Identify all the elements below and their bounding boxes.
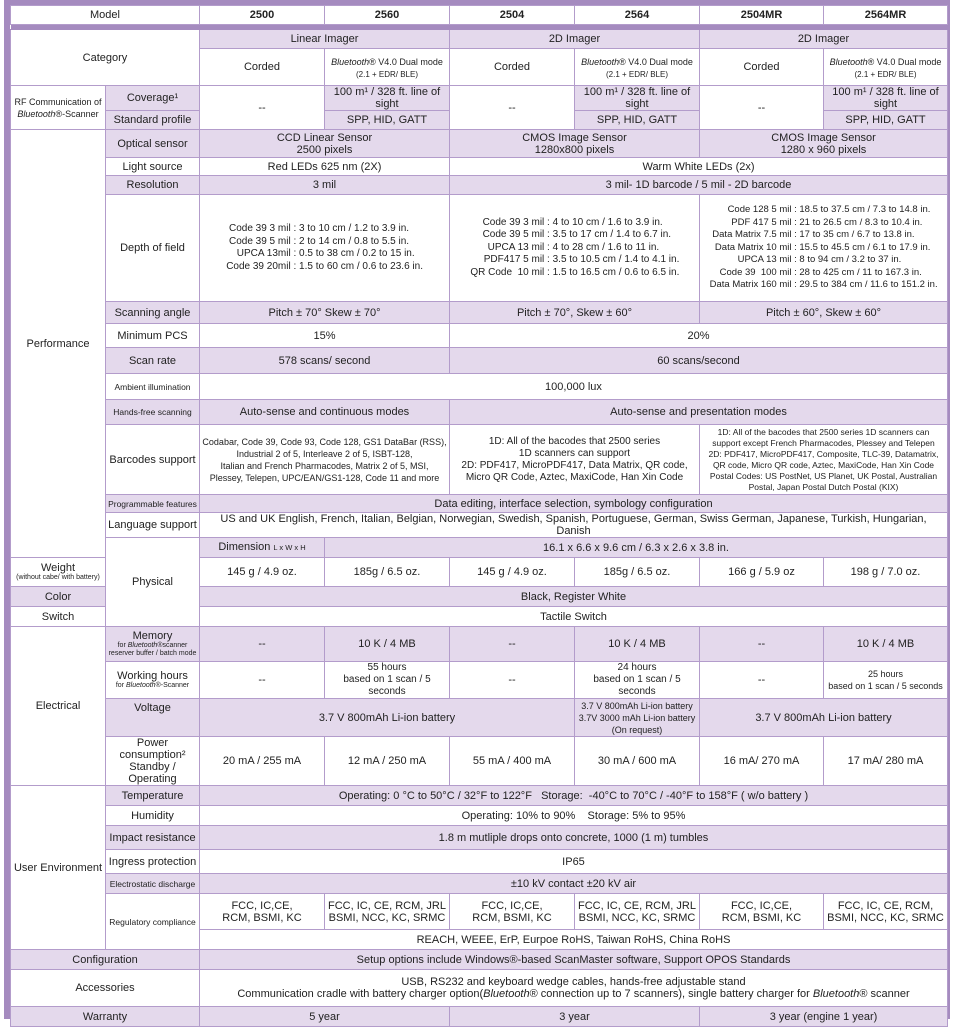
power-2560: 12 mA / 250 mA [325, 737, 450, 786]
voltage-row [11, 699, 948, 737]
scan-rate-label: Scan rate [106, 348, 200, 374]
rf-label-rest: ®-Scanner [55, 108, 99, 119]
weight-2564mr: 198 g / 7.0 oz. [824, 558, 948, 587]
weight-2504: 145 g / 4.9 oz. [450, 558, 575, 587]
weight-2560: 185g / 6.5 oz. [325, 558, 450, 587]
working-hours-2504mr: -- [700, 662, 824, 699]
ingress-label: Ingress protection [106, 850, 200, 874]
accessories-line2-c: ® connection up to 7 scanners), single battery charger for [529, 988, 813, 1000]
configuration-value-pre: Setup options include Windows [356, 953, 510, 966]
performance-label: Performance [11, 130, 106, 558]
hands-free-linear: Auto-sense and continuous modes [200, 400, 450, 425]
minimum-pcs-2d: 20% [450, 324, 948, 348]
voltage-2564: 3.7 V 800mAh Li-ion battery 3.7V 3000 mAh Li-ion battery (On request) [575, 699, 700, 737]
model-2504: 2504 [450, 6, 575, 25]
hands-free-row [11, 400, 948, 425]
dof-entry [226, 236, 423, 249]
hands-free-label: Hands-free scanning [106, 400, 200, 425]
language-label: Language support [106, 513, 200, 538]
accessories-line2-bt: Bluetooth [483, 988, 530, 1000]
profile-2560: SPP, HID, GATT [325, 111, 450, 130]
configuration-value-post: ®-based ScanMaster software, Support OPOS Standards [509, 953, 791, 966]
dof-entry [709, 217, 937, 230]
dimension-value: 16.1 x 6.6 x 9.6 cm / 6.3 x 2.6 x 3.8 in. [325, 538, 948, 558]
dof-range: 3.5 to 10.5 cm / 1.4 to 4.1 in. [552, 254, 680, 266]
dof-range: 2 to 14 cm / 0.8 to 5.5 in. [299, 235, 410, 247]
dof-range: 0.5 to 38 cm / 0.2 to 15 in. [299, 248, 415, 259]
memory-2504: -- [450, 627, 575, 662]
ambient-value: 100,000 lux [200, 374, 948, 400]
hands-free-2d: Auto-sense and presentation modes [450, 400, 948, 425]
dof-linear [200, 195, 450, 302]
dof-entry [709, 229, 937, 242]
dof-symbology: Data Matrix 160 mil : [709, 279, 800, 291]
profile-2564: SPP, HID, GATT [575, 111, 700, 130]
ingress-row [11, 850, 948, 874]
dof-entry [470, 229, 680, 242]
memory-label-sub2: reserver buffer / batch mode [108, 650, 197, 657]
rf-label-bt: Bluetooth [17, 108, 56, 119]
scanning-angle-row [11, 302, 948, 324]
dof-2d [450, 195, 700, 302]
model-2564: 2564 [575, 6, 700, 25]
power-2564: 30 mA / 600 mA [575, 737, 700, 786]
barcodes-2d: 1D: All of the bacodes that 2500 series 1D scanners can support 2D: PDF417, MicroPDF417, Data Matrix, QR code, Micro QR Code, Aztec, MaxiCode, Han Xin Code [450, 425, 700, 495]
barcodes-row [11, 425, 948, 495]
rf-dash: -- [200, 86, 325, 130]
weight-label-text: Weight [40, 562, 76, 574]
accessories-label: Accessories [11, 970, 200, 1007]
voltage-group-a: 3.7 V 800mAh Li-ion battery [200, 699, 575, 737]
rf-label-line1: RF Communication of [14, 96, 102, 107]
dof-range: 18.5 to 37.5 cm / 7.3 to 14.8 in. [799, 204, 931, 216]
depth-of-field-label: Depth of field [106, 195, 200, 302]
power-2500: 20 mA / 255 mA [200, 737, 325, 786]
dof-symbology: UPCA 13mil : [236, 248, 300, 259]
dof-symbology: PDF 417 5 mil : [731, 216, 800, 228]
dof-list [226, 223, 423, 273]
scanning-angle-label: Scanning angle [106, 302, 200, 324]
color-value: Black, Register White [200, 587, 948, 607]
minimum-pcs-linear: 15% [200, 324, 450, 348]
accessories-line1: USB, RS232 and keyboard wedge cables, hands-free adjustable stand [401, 976, 746, 988]
memory-2564mr: 10 K / 4 MB [824, 627, 948, 662]
power-2504: 55 mA / 400 mA [450, 737, 575, 786]
dof-entry [709, 204, 937, 217]
dimension-row [11, 538, 948, 558]
dof-entry [470, 254, 680, 267]
memory-label-text: Memory [132, 630, 173, 642]
resolution-row [11, 176, 948, 195]
regulatory-2564mr: FCC, IC, CE, RCM, BSMI, NCC, KC, SRMC [824, 894, 948, 930]
rf-coverage-row [11, 86, 948, 111]
regulatory-row [11, 894, 948, 930]
working-hours-label-text: Working hours [117, 670, 188, 682]
bluetooth-brand: Bluetooth [829, 56, 868, 67]
accessories-row [11, 970, 948, 1007]
regulatory-label: Regulatory compliance [106, 894, 200, 950]
memory-label-bt: Bluetooth [127, 642, 158, 649]
programmable-value: Data editing, interface selection, symbology configuration [200, 495, 948, 513]
humidity-label: Humidity [106, 806, 200, 826]
dof-range: 3.5 to 17 cm / 1.4 to 6.7 in. [552, 229, 672, 241]
impact-row [11, 826, 948, 850]
optical-sensor-linear: CCD Linear Sensor 2500 pixels [200, 130, 450, 158]
temperature-label: Temperature [106, 786, 200, 806]
dof-range: 3 to 10 cm / 1.2 to 3.9 in. [299, 223, 410, 234]
depth-of-field-row [11, 195, 948, 302]
regulatory-2500: FCC, IC,CE, RCM, BSMI, KC [200, 894, 325, 930]
bluetooth-version: ® V4.0 Dual mode [369, 56, 443, 67]
regulatory-2560: FCC, IC, CE, RCM, JRL BSMI, NCC, KC, SRMC [325, 894, 450, 930]
barcodes-linear: Codabar, Code 39, Code 93, Code 128, GS1 DataBar (RSS), Industrial 2 of 5, Interleave 2 of 5, ISBT-128, Italian and French Pharmacodes, Matrix 2 of 5, MSI, Plessey, Telepen, UPC/EAN/GS1-128, Code 11 and more [200, 425, 450, 495]
spec-table-frame [4, 0, 950, 1023]
dof-entry [709, 279, 937, 292]
dof-symbology: Code 39 100 mil : [719, 266, 800, 278]
category-bluetooth [824, 49, 948, 86]
color-label: Color [11, 587, 106, 607]
category-corded: Corded [200, 49, 325, 86]
warranty-linear: 5 year [200, 1007, 450, 1027]
configuration-value [200, 950, 948, 970]
warranty-2d: 3 year [450, 1007, 700, 1027]
dimension-label-text: Dimension [218, 541, 271, 553]
language-row [11, 513, 948, 538]
light-source-2d: Warm White LEDs (2x) [450, 158, 948, 176]
scanning-angle-2d-mr: Pitch ± 60°, Skew ± 60° [700, 302, 948, 324]
rf-dash: -- [700, 86, 824, 130]
wh-sub-pre: for [115, 682, 126, 689]
dof-range: 1.5 to 60 cm / 0.6 to 23.6 in. [299, 260, 423, 272]
dof-symbology: Data Matrix 10 mil : [714, 241, 800, 253]
bluetooth-version: ® V4.0 Dual mode [867, 56, 942, 67]
temperature-row [11, 786, 948, 806]
working-hours-label-sub [108, 682, 197, 690]
profile-label: Standard profile [106, 111, 200, 130]
model-2504mr: 2504MR [700, 6, 824, 25]
dof-entry [226, 248, 423, 261]
power-2564mr: 17 mA/ 280 mA [824, 737, 948, 786]
rf-label [11, 86, 106, 130]
programmable-row [11, 495, 948, 513]
coverage-2564: 100 m¹ / 328 ft. line of sight [575, 86, 700, 111]
power-2504mr: 16 mA/ 270 mA [700, 737, 824, 786]
humidity-row [11, 806, 948, 826]
language-value: US and UK English, French, Italian, Belgian, Norwegian, Swedish, Spanish, Portuguese, German, Swiss German, Japanese, Turkish, Hungarian, Danish [200, 513, 948, 538]
dof-range: 8 to 94 cm / 3.2 to 37 in. [799, 254, 902, 266]
coverage-label: Coverage¹ [106, 86, 200, 111]
weight-label-sub: (without cabe/ with battery) [16, 574, 100, 581]
dof-symbology: Code 128 5 mil : [727, 204, 800, 216]
accessories-line2-bt2: Bluetooth [812, 988, 860, 1000]
working-hours-2560: 55 hours based on 1 scan / 5 seconds [325, 662, 450, 699]
memory-2504mr: -- [700, 627, 824, 662]
model-2560: 2560 [325, 6, 450, 25]
programmable-label: Programmable features [106, 495, 200, 513]
working-hours-2500: -- [200, 662, 325, 699]
light-source-linear: Red LEDs 625 nm (2X) [200, 158, 450, 176]
electrical-label: Electrical [11, 627, 106, 786]
category-group-linear: Linear Imager [200, 30, 450, 49]
dof-symbology: Code 39 3 mil : [228, 223, 300, 234]
wh-sub-rest: ®-Scanner [155, 682, 190, 689]
dof-symbology: UPCA 13 mil : [487, 241, 553, 253]
dof-symbology: Data Matrix 7.5 mil : [712, 229, 800, 241]
bluetooth-brand: Bluetooth [581, 56, 620, 67]
dof-symbology: Code 39 5 mil : [228, 235, 300, 247]
dof-entry [709, 242, 937, 255]
weight-2564: 185g / 6.5 oz. [575, 558, 700, 587]
power-label-text: Power consumption² [119, 737, 186, 761]
working-hours-2564: 24 hours based on 1 scan / 5 seconds [575, 662, 700, 699]
power-label [106, 737, 200, 786]
impact-label: Impact resistance [106, 826, 200, 850]
regulatory-2504: FCC, IC,CE, RCM, BSMI, KC [450, 894, 575, 930]
category-group-2d: 2D Imager [450, 30, 700, 49]
category-corded: Corded [700, 49, 824, 86]
humidity-value: Operating: 10% to 90% Storage: 5% to 95% [200, 806, 948, 826]
dof-range: 28 to 425 cm / 11 to 167.3 in. [799, 266, 922, 278]
dof-symbology: Code 39 5 mil : [482, 229, 553, 241]
wh-sub-bt: Bluetooth [125, 682, 156, 689]
category-row-groups [11, 30, 948, 49]
dof-range: 17 to 35 cm / 6.7 to 13.8 in. [799, 229, 915, 241]
resolution-label: Resolution [106, 176, 200, 195]
regulatory-2504mr: FCC, IC,CE, RCM, BSMI, KC [700, 894, 824, 930]
dof-range: 4 to 28 cm / 1.6 to 11 in. [552, 241, 660, 253]
optical-sensor-row [11, 130, 948, 158]
barcodes-label: Barcodes support [106, 425, 200, 495]
model-header-row [11, 6, 948, 25]
rf-dash: -- [450, 86, 575, 130]
dof-range: 29.5 to 384 cm / 11.6 to 151.2 in. [799, 279, 938, 291]
configuration-row [11, 950, 948, 970]
bluetooth-mode: (2.1 + EDR/ BLE) [355, 69, 419, 79]
power-label-sub: Standby / Operating [128, 761, 177, 785]
scan-rate-2d: 60 scans/second [450, 348, 948, 374]
ambient-label: Ambient illumination [106, 374, 200, 400]
optical-sensor-2d: CMOS Image Sensor 1280x800 pixels [450, 130, 700, 158]
switch-value: Tactile Switch [200, 607, 948, 627]
profile-2564mr: SPP, HID, GATT [824, 111, 948, 130]
memory-label [106, 627, 200, 662]
dof-range: 15.5 to 45.5 cm / 6.1 to 17.9 in. [799, 241, 931, 253]
resolution-linear: 3 mil [200, 176, 450, 195]
dof-symbology: UPCA 13 mil : [737, 254, 800, 266]
ingress-value: IP65 [200, 850, 948, 874]
coverage-2564mr: 100 m¹ / 328 ft. line of sight [824, 86, 948, 111]
minimum-pcs-row [11, 324, 948, 348]
scanning-angle-linear: Pitch ± 70° Skew ± 70° [200, 302, 450, 324]
bluetooth-mode: (2.1 + EDR/ BLE) [854, 69, 917, 79]
dof-list [709, 204, 937, 292]
minimum-pcs-label: Minimum PCS [106, 324, 200, 348]
dof-symbology: Code 39 3 mil : [482, 216, 553, 228]
esd-label: Electrostatic discharge [106, 874, 200, 894]
working-hours-label [106, 662, 200, 699]
power-row [11, 737, 948, 786]
dof-entry [709, 267, 937, 280]
warranty-2d-mr: 3 year (engine 1 year) [700, 1007, 948, 1027]
dof-list [470, 217, 680, 280]
dimension-label [200, 538, 325, 558]
weight-label [11, 558, 106, 587]
memory-row [11, 627, 948, 662]
model-2564mr: 2564MR [824, 6, 948, 25]
coverage-2560: 100 m¹ / 328 ft. line of sight [325, 86, 450, 111]
dimension-label-sub: L x W x H [273, 543, 306, 552]
bluetooth-brand: Bluetooth [331, 56, 370, 67]
regulatory-common: REACH, WEEE, ErP, Eurpoe RoHS, Taiwan RoHS, China RoHS [200, 930, 948, 950]
memory-2560: 10 K / 4 MB [325, 627, 450, 662]
dof-entry [226, 223, 423, 236]
weight-2500: 145 g / 4.9 oz. [200, 558, 325, 587]
memory-label-rest: ®scanner [157, 642, 188, 649]
working-hours-2564mr: 25 hours based on 1 scan / 5 seconds [824, 662, 948, 699]
ambient-row [11, 374, 948, 400]
dof-range: 4 to 10 cm / 1.6 to 3.9 in. [552, 216, 663, 228]
light-source-label: Light source [106, 158, 200, 176]
weight-2504mr: 166 g / 5.9 oz [700, 558, 824, 587]
working-hours-row [11, 662, 948, 699]
impact-value: 1.8 m mutliple drops onto concrete, 1000 (1 m) tumbles [200, 826, 948, 850]
accessories-line2-a: Communication cradle with battery charger option( [237, 988, 484, 1000]
voltage-label: Voltage [106, 699, 200, 737]
dof-entry [226, 261, 423, 274]
memory-2500: -- [200, 627, 325, 662]
memory-2564: 10 K / 4 MB [575, 627, 700, 662]
dof-2d-mr [700, 195, 948, 302]
bluetooth-mode: (2.1 + EDR/ BLE) [605, 69, 669, 79]
category-corded: Corded [450, 49, 575, 86]
accessories-line2-e: ® scanner [859, 988, 910, 1000]
category-bluetooth [325, 49, 450, 86]
light-source-row [11, 158, 948, 176]
scan-rate-row [11, 348, 948, 374]
warranty-label: Warranty [11, 1007, 200, 1027]
dof-entry [709, 254, 937, 267]
scan-rate-linear: 578 scans/ second [200, 348, 450, 374]
esd-row [11, 874, 948, 894]
model-label: Model [11, 6, 200, 25]
scanning-angle-2d: Pitch ± 70°, Skew ± 60° [450, 302, 700, 324]
model-2500: 2500 [200, 6, 325, 25]
dof-entry [470, 267, 680, 280]
category-group-2d-mr: 2D Imager [700, 30, 948, 49]
temperature-value: Operating: 0 °C to 50°C / 32°F to 122°F Storage: -40°C to 70°C / -40°F to 158°F ( w/o battery ) [200, 786, 948, 806]
optical-sensor-label: Optical sensor [106, 130, 200, 158]
category-bluetooth [575, 49, 700, 86]
spec-table [10, 5, 948, 1027]
dof-entry [470, 242, 680, 255]
dof-symbology: QR Code 10 mil : [470, 266, 553, 278]
accessories-value [200, 970, 948, 1007]
physical-label: Physical [106, 538, 200, 627]
environment-label: User Environment [11, 786, 106, 950]
working-hours-2504: -- [450, 662, 575, 699]
dof-entry [470, 217, 680, 230]
category-label: Category [11, 30, 200, 86]
dof-symbology: Code 39 20mil : [226, 260, 300, 272]
resolution-2d: 3 mil- 1D barcode / 5 mil - 2D barcode [450, 176, 948, 195]
barcodes-2d-mr: 1D: All of the bacodes that 2500 series 1D scanners can support except French Pharmacodes, Plessey and Telepen 2D: PDF417, MicroPDF417, Composite, TLC-39, Datamatrix, QR code, Micro QR code, Aztec, MaxiCode, Han Xin Code Postal Codes: US PostNet, US Planet, UK Postal, Australian Postal, Japan Postal Dutch Postal (KIX) [700, 425, 948, 495]
configuration-label: Configuration [11, 950, 200, 970]
regulatory-2564: FCC, IC, CE, RCM, JRL BSMI, NCC, KC, SRMC [575, 894, 700, 930]
voltage-group-mr: 3.7 V 800mAh Li-ion battery [700, 699, 948, 737]
memory-label-sub1: for Bluetooth®scanner [117, 642, 188, 649]
dof-range: 1.5 to 16.5 cm / 0.6 to 6.5 in. [552, 266, 680, 278]
bluetooth-version: ® V4.0 Dual mode [619, 56, 693, 67]
esd-value: ±10 kV contact ±20 kV air [200, 874, 948, 894]
optical-sensor-2d-mr: CMOS Image Sensor 1280 x 960 pixels [700, 130, 948, 158]
switch-label: Switch [11, 607, 106, 627]
dof-range: 21 to 26.5 cm / 8.3 to 10.4 in. [799, 216, 923, 228]
dof-symbology: PDF417 5 mil : [483, 254, 553, 266]
